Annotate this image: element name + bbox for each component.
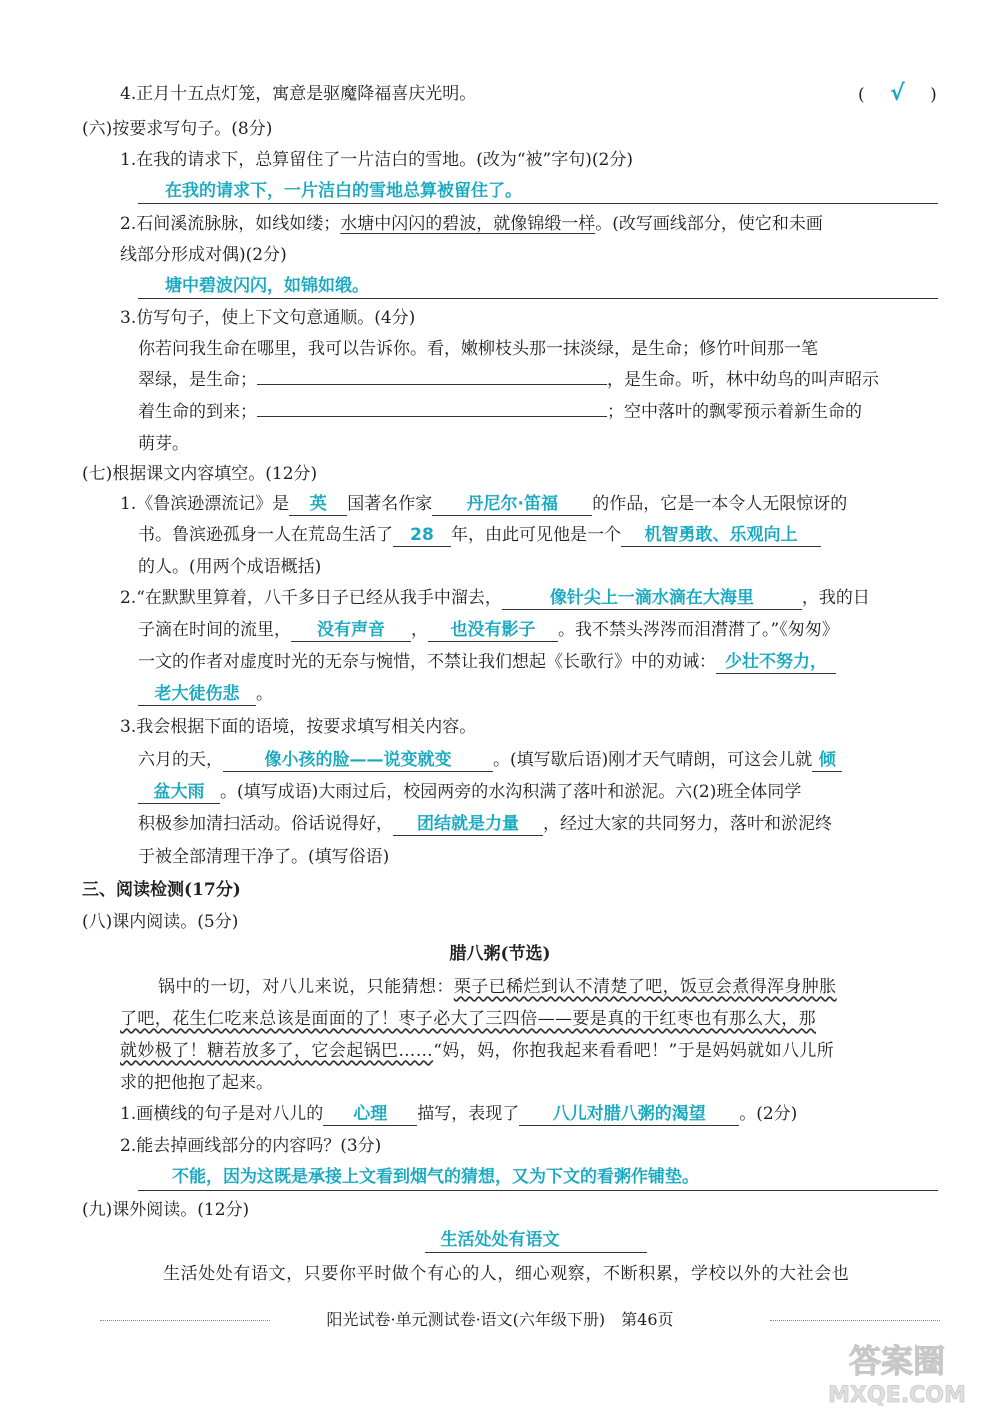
paren-close: ) — [930, 85, 937, 105]
s7-q3-blank-3: 团结就是力量 — [393, 813, 543, 836]
s7-q1-blank-years: 28 — [393, 524, 451, 547]
s7-q3-text-e: 积极参加清扫活动。俗话说得好， — [138, 814, 393, 834]
s7-q1-line3: 的人。(用两个成语概括) — [138, 557, 322, 577]
s7-q2-text-d: 子滴在时间的流里， — [138, 620, 291, 640]
s7-q2-text-a: 2.“在默默里算着，八千多日子已经从我手中溜去， — [120, 588, 502, 608]
s7-q1-blank-country: 英 — [289, 493, 347, 516]
s7-q3-line4: 于被全部清理干净了。(填写俗语) — [138, 847, 390, 867]
s7-q2-blank-5: 老大徒伤悲 — [138, 683, 256, 706]
s6-q1-prompt: 1.在我的请求下，总算留住了一片洁白的雪地。(改为“被”字句)(2分) — [120, 150, 633, 170]
s7-q1-blank-idioms: 机智勇敢、乐观向上 — [621, 524, 821, 547]
s7-q2-line2 — [138, 618, 839, 642]
s8-q2-prompt: 2.能去掉画线部分的内容吗？(3分) — [120, 1136, 382, 1156]
question-4-text: 4.正月十五点灯笼，寓意是驱魔降福喜庆光明。 — [120, 84, 477, 104]
s8-passage-line4: 求的把他抱了起来。 — [120, 1073, 273, 1093]
s6-q3-line2 — [138, 368, 879, 392]
s7-q1-line2 — [138, 523, 821, 547]
watermark-logo — [822, 1334, 972, 1410]
question-4 — [120, 82, 476, 106]
s7-q1-text-c: 国著名作家 — [347, 494, 433, 514]
s8-passage-line2: 了吧，花生仁吃来总该是面面的了！枣子必大了三四倍——要是真的干红枣也有那么大，那 — [120, 1009, 816, 1029]
s9-passage-line1: 生活处处有语文，只要你平时做个有心的人，细心观察，不断积累，学校以外的大社会也 — [163, 1264, 850, 1284]
check-mark: √ — [890, 81, 905, 106]
s6-q1-answer: 在我的请求下，一片洁白的雪地总算被留住了。 — [165, 181, 522, 201]
s7-q2-text-e: ， — [411, 620, 428, 640]
s7-q2-line3 — [138, 650, 836, 674]
s7-q1-blank-author: 丹尼尔·笛福 — [432, 493, 592, 516]
s7-q2-blank-1: 像针尖上一滴水滴在大海里 — [502, 587, 802, 610]
s7-q2-line4 — [138, 682, 273, 706]
s6-q3-line1: 你若问我生命在哪里，我可以告诉你。看，嫩柳枝头那一抹淡绿，是生命；修竹叶间那一笔 — [138, 339, 818, 359]
s8-q1-text-c: 描写，表现了 — [417, 1104, 520, 1124]
s7-q1-text-e: 书。鲁滨逊孤身一人在荒岛生活了 — [138, 525, 393, 545]
s8-q2-line — [138, 1190, 938, 1191]
s7-q2-blank-2: 没有声音 — [291, 619, 411, 642]
s6-q2-part-a: 2.石间溪流脉脉，如线如缕； — [120, 214, 341, 234]
s8-p3-underlined: 就妙极了！糖若放多了，它会起锅巴…… — [120, 1041, 434, 1061]
s6-q3-line3-a: 着生命的到来； — [138, 402, 257, 422]
s7-q2-text-c: ，我的日 — [801, 588, 870, 608]
s7-q3-text-c: 。(填写歇后语)刚才天气晴朗，可这会儿就 — [493, 750, 813, 770]
section-9-heading: (九)课外阅读。(12分) — [82, 1200, 250, 1220]
s6-q2-prompt — [120, 212, 823, 236]
s8-q1-text-a: 1.画横线的句子是对八儿的 — [120, 1104, 324, 1124]
s6-q2-line2: 线部分形成对偶)(2分) — [120, 245, 287, 265]
s8-passage-line1 — [158, 975, 837, 999]
s7-q1-text-f: 年，由此可见他是一个 — [451, 525, 621, 545]
s7-q3-blank-1: 像小孩的脸——说变就变 — [223, 749, 493, 772]
s7-q2-text-h: 。 — [256, 684, 273, 704]
s8-p1-underlined: 栗子已稀烂到认不清楚了吧，饭豆会煮得浑身肿胀 — [453, 977, 837, 997]
s7-q3-text-a: 六月的天， — [138, 750, 223, 770]
page-footer: 阳光试卷·单元测试卷·语文(六年级下册) 第46页 — [326, 1310, 674, 1329]
s8-q1 — [120, 1102, 797, 1126]
s9-passage-title: 生活处处有语文 — [440, 1230, 560, 1250]
s6-q1-line — [138, 203, 938, 204]
s7-q2-blank-4: 少壮不努力， — [716, 651, 836, 674]
s7-q1-text-a: 1.《鲁滨逊漂流记》是 — [120, 494, 290, 514]
s7-q3-title: 3.我会根据下面的语境，按要求填写相关内容。 — [120, 717, 477, 737]
s8-p1-plain: 锅中的一切，对八儿来说，只能猜想： — [158, 977, 454, 997]
s7-q2-text-g: 一文的作者对虚度时光的无奈与惋惜，不禁让我们想起《长歌行》中的劝诫： — [138, 652, 716, 672]
s6-q2-answer: 塘中碧波闪闪，如锦如缎。 — [165, 276, 369, 296]
s6-q3-line2-a: 翠绿，是生命； — [138, 370, 257, 390]
section-7-heading: (七)根据课文内容填空。(12分) — [82, 464, 318, 484]
s8-q1-blank-1: 心理 — [323, 1103, 417, 1126]
s8-passage-line3 — [120, 1039, 834, 1063]
s7-q3-text-f: ，经过大家的共同努力，落叶和淤泥终 — [543, 814, 832, 834]
section-6-heading: (六)按要求写句子。(8分) — [82, 119, 273, 139]
s6-q3-prompt: 3.仿写句子，使上下文句意通顺。(4分) — [120, 308, 416, 328]
s9-title-underline — [425, 1252, 647, 1253]
s7-q2-blank-3: 也没有影子 — [428, 619, 558, 642]
s7-q3-line1 — [138, 748, 842, 772]
s8-p3-plain: “妈，妈，你抱我起来看看吧！”于是妈妈就如八儿所 — [433, 1041, 835, 1061]
s7-q3-blank-2a: 倾 — [812, 749, 842, 772]
s7-q2-line1 — [120, 586, 870, 610]
s6-q3-line3 — [138, 400, 862, 424]
s6-q3-blank-1[interactable] — [257, 384, 607, 385]
paren-open: ( — [858, 85, 865, 105]
section-8-heading: (八)课内阅读。(5分) — [82, 912, 239, 932]
s8-q2-answer: 不能，因为这既是承接上文看到烟气的猜想，又为下文的看粥作铺垫。 — [172, 1167, 699, 1187]
s7-q2-text-f: 。我不禁头涔涔而泪潸潸了。”《匆匆》 — [558, 620, 839, 640]
s6-q3-line2-b: ，是生命。听，林中幼鸟的叫声昭示 — [607, 370, 879, 390]
section-3-heading: 三、阅读检测(17分) — [82, 880, 241, 900]
s6-q2-line — [138, 298, 938, 299]
watermark-line1: 答案圈 — [848, 1342, 946, 1380]
s8-passage-title: 腊八粥(节选) — [449, 944, 551, 964]
s6-q3-blank-2[interactable] — [257, 416, 607, 417]
s7-q3-line2 — [138, 780, 801, 804]
s6-q2-underlined: 水塘中闪闪的碧波，就像锦缎一样 — [340, 214, 596, 234]
s7-q1-line1 — [120, 492, 847, 516]
watermark-line2: MXQE.COM — [828, 1383, 966, 1408]
s7-q3-line3 — [138, 812, 832, 836]
s6-q3-line4: 萌芽。 — [138, 434, 189, 454]
s7-q3-text-d: 。(填写成语)大雨过后，校园两旁的水沟积满了落叶和淤泥。六(2)班全体同学 — [220, 782, 802, 802]
s6-q2-part-c: 。(改写画线部分，使它和未画 — [595, 214, 823, 234]
answer-paren — [858, 82, 937, 107]
s7-q1-text-d: 的作品，它是一本令人无限惊讶的 — [592, 494, 848, 514]
s8-q1-blank-2: 八儿对腊八粥的渴望 — [519, 1103, 739, 1126]
s8-q1-text-d: 。(2分) — [739, 1104, 798, 1124]
s6-q3-line3-b: ；空中落叶的飘零预示着新生命的 — [607, 402, 862, 422]
s7-q3-blank-2b: 盆大雨 — [138, 781, 220, 804]
